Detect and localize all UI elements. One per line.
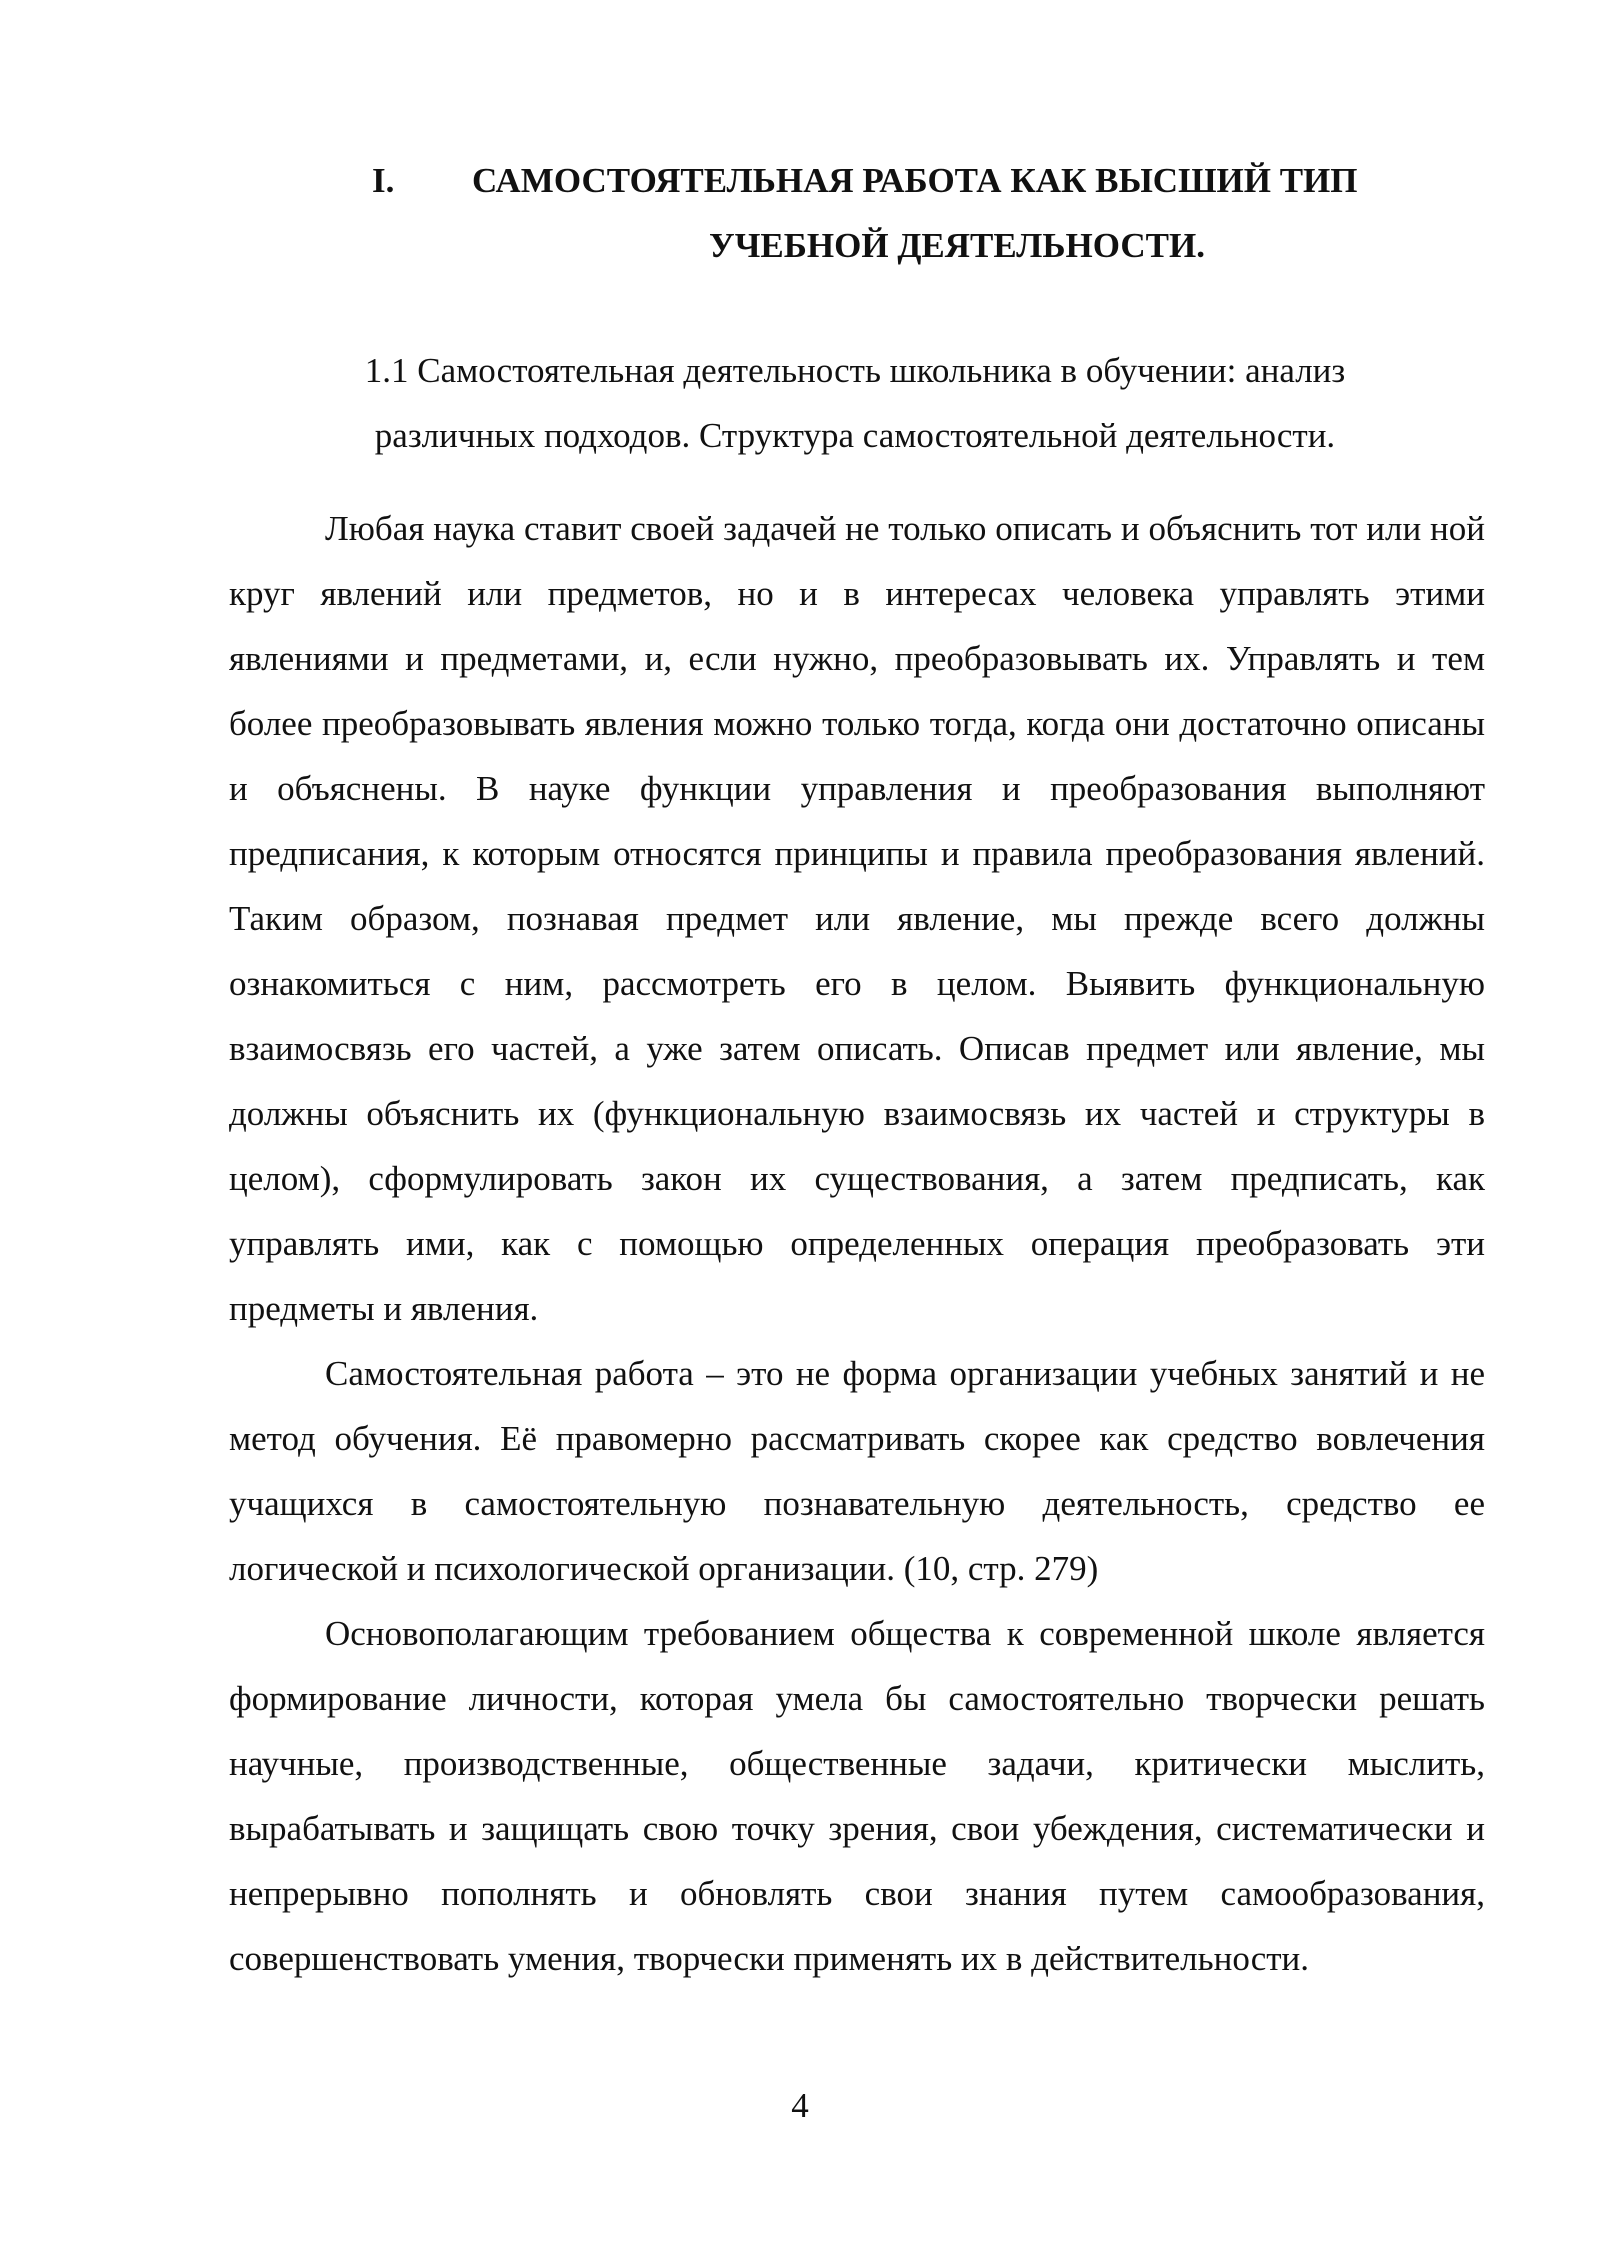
- chapter-heading: [372, 148, 1442, 278]
- paragraph-3: Основополагающим требованием общества к современной школе является формирование личности, которая умела бы самостоятельно творчески решать научные, производственные, общественные задачи, критически мыслить, вырабатывать и защищать свою точку зрения, свои убеждения, систематически и непрерывно пополнять и обновлять свои знания путем самообразования, совершенствовать умения, творчески применять их в действительности.: [229, 1614, 1485, 1978]
- body-text: [229, 496, 1485, 1991]
- section-heading: [330, 338, 1380, 468]
- paragraph-2: Самостоятельная работа – это не форма организации учебных занятий и не метод обучения. Её правомерно рассматривать скорее как средство вовлечения учащихся в самостоятельную познавательную деятельность, средство ее логической и психологической организации. (10, стр. 279): [229, 1354, 1485, 1588]
- chapter-title-line1: САМОСТОЯТЕЛЬНАЯ РАБОТА КАК ВЫСШИЙ ТИП: [472, 161, 1358, 200]
- section-title-line1: 1.1 Самостоятельная деятельность школьника в обучении: анализ: [364, 351, 1346, 390]
- chapter-number: I.: [372, 161, 395, 200]
- chapter-heading-line1: [372, 148, 1442, 213]
- page-number: 4: [791, 2086, 809, 2125]
- paragraph-1: Любая наука ставит своей задачей не только описать и объяснить тот или ной круг явлений или предметов, но и в интересах человека управлять этими явлениями и предметами, и, если нужно, преобразовывать их. Управлять и тем более преобразовывать явления можно только тогда, когда они достаточно описаны и объяснены. В науке функции управления и преобразования выполняют предписания, к которым относятся принципы и правила преобразования явлений. Таким образом, познавая предмет или явление, мы прежде всего должны ознакомиться с ним, рассмотреть его в целом. Выявить функциональную взаимосвязь его частей, а уже затем описать. Описав предмет или явление, мы должны объяснить их (функциональную взаимосвязь их частей и структуры в целом), сформулировать закон их существования, а затем предписать, как управлять ими, как с помощью определенных операция преобразовать эти предметы и явления.: [229, 509, 1485, 1328]
- chapter-title-line2: УЧЕБНОЙ ДЕЯТЕЛЬНОСТИ.: [709, 226, 1205, 265]
- section-title-line2: различных подходов. Структура самостоятельной деятельности.: [374, 416, 1336, 455]
